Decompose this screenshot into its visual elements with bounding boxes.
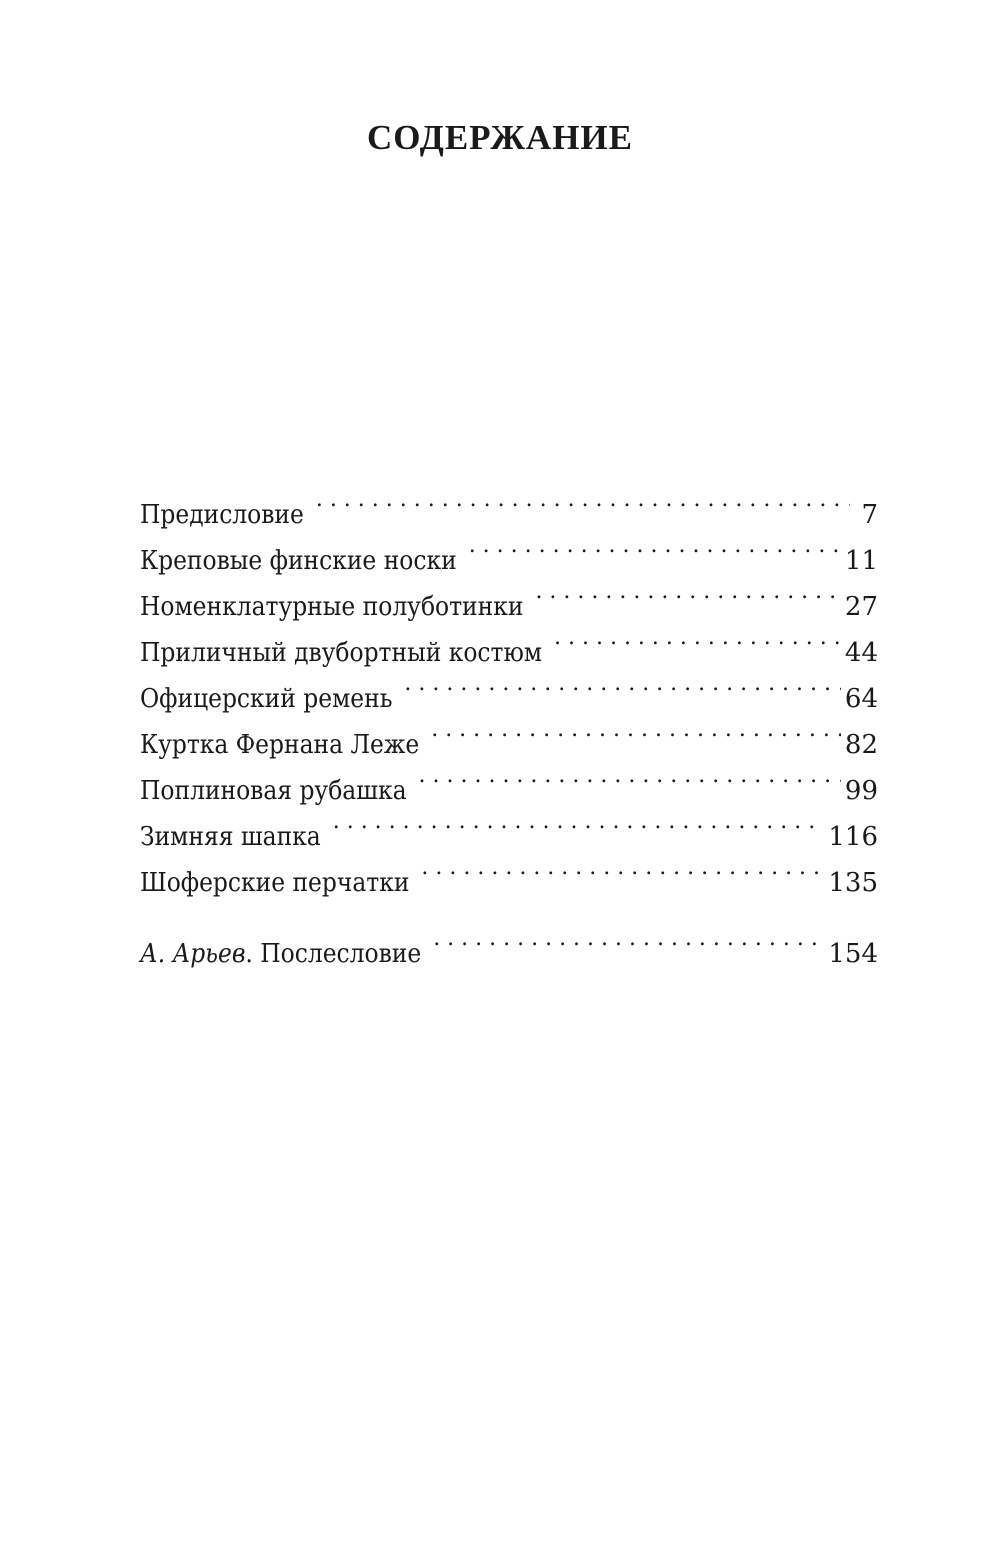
dot-leader — [554, 615, 841, 661]
table-of-contents — [140, 477, 878, 969]
dot-leader — [431, 707, 841, 753]
dot-leader — [333, 799, 825, 845]
toc-entry-label: Шоферские перчатки — [140, 868, 410, 898]
toc-entry-label: Куртка Фернана Леже — [140, 730, 420, 760]
toc-page-number: 82 — [844, 730, 878, 760]
toc-page-number: 99 — [844, 776, 878, 806]
afterword-author: А. Арьев — [140, 939, 246, 969]
toc-entry-label — [140, 931, 421, 977]
toc-page-number: 116 — [828, 822, 878, 852]
toc-entry-label: Предисловие — [140, 500, 304, 530]
dot-leader — [404, 661, 840, 707]
toc-entry-label: Зимняя шапка — [140, 822, 321, 852]
toc-page-number: 11 — [844, 546, 878, 576]
toc-entry-label: Офицерский ремень — [140, 684, 393, 714]
toc-page-number: 44 — [844, 638, 878, 668]
dot-leader — [469, 523, 841, 569]
toc-entry-label: Приличный двубортный костюм — [140, 638, 543, 668]
toc-page-number: 7 — [861, 500, 878, 530]
toc-page-number: 154 — [828, 939, 878, 969]
toc-page-number: 135 — [828, 868, 878, 898]
afterword-title: . Послесловие — [245, 939, 422, 969]
toc-entry-afterword[interactable] — [140, 916, 878, 969]
page-title: СОДЕРЖАНИЕ — [366, 118, 633, 157]
dot-leader — [535, 569, 840, 615]
toc-entry-label: Номенклатурные полуботинки — [140, 592, 524, 622]
toc-page-number: 64 — [844, 684, 878, 714]
dot-leader — [421, 845, 824, 891]
toc-page-number: 27 — [844, 592, 878, 622]
dot-leader — [316, 477, 850, 523]
dot-leader — [433, 916, 824, 962]
toc-entry-preface[interactable] — [140, 477, 878, 530]
toc-entry-label: Креповые финские носки — [140, 546, 457, 576]
toc-entry-label: Поплиновая рубашка — [140, 776, 407, 806]
dot-leader — [419, 753, 841, 799]
